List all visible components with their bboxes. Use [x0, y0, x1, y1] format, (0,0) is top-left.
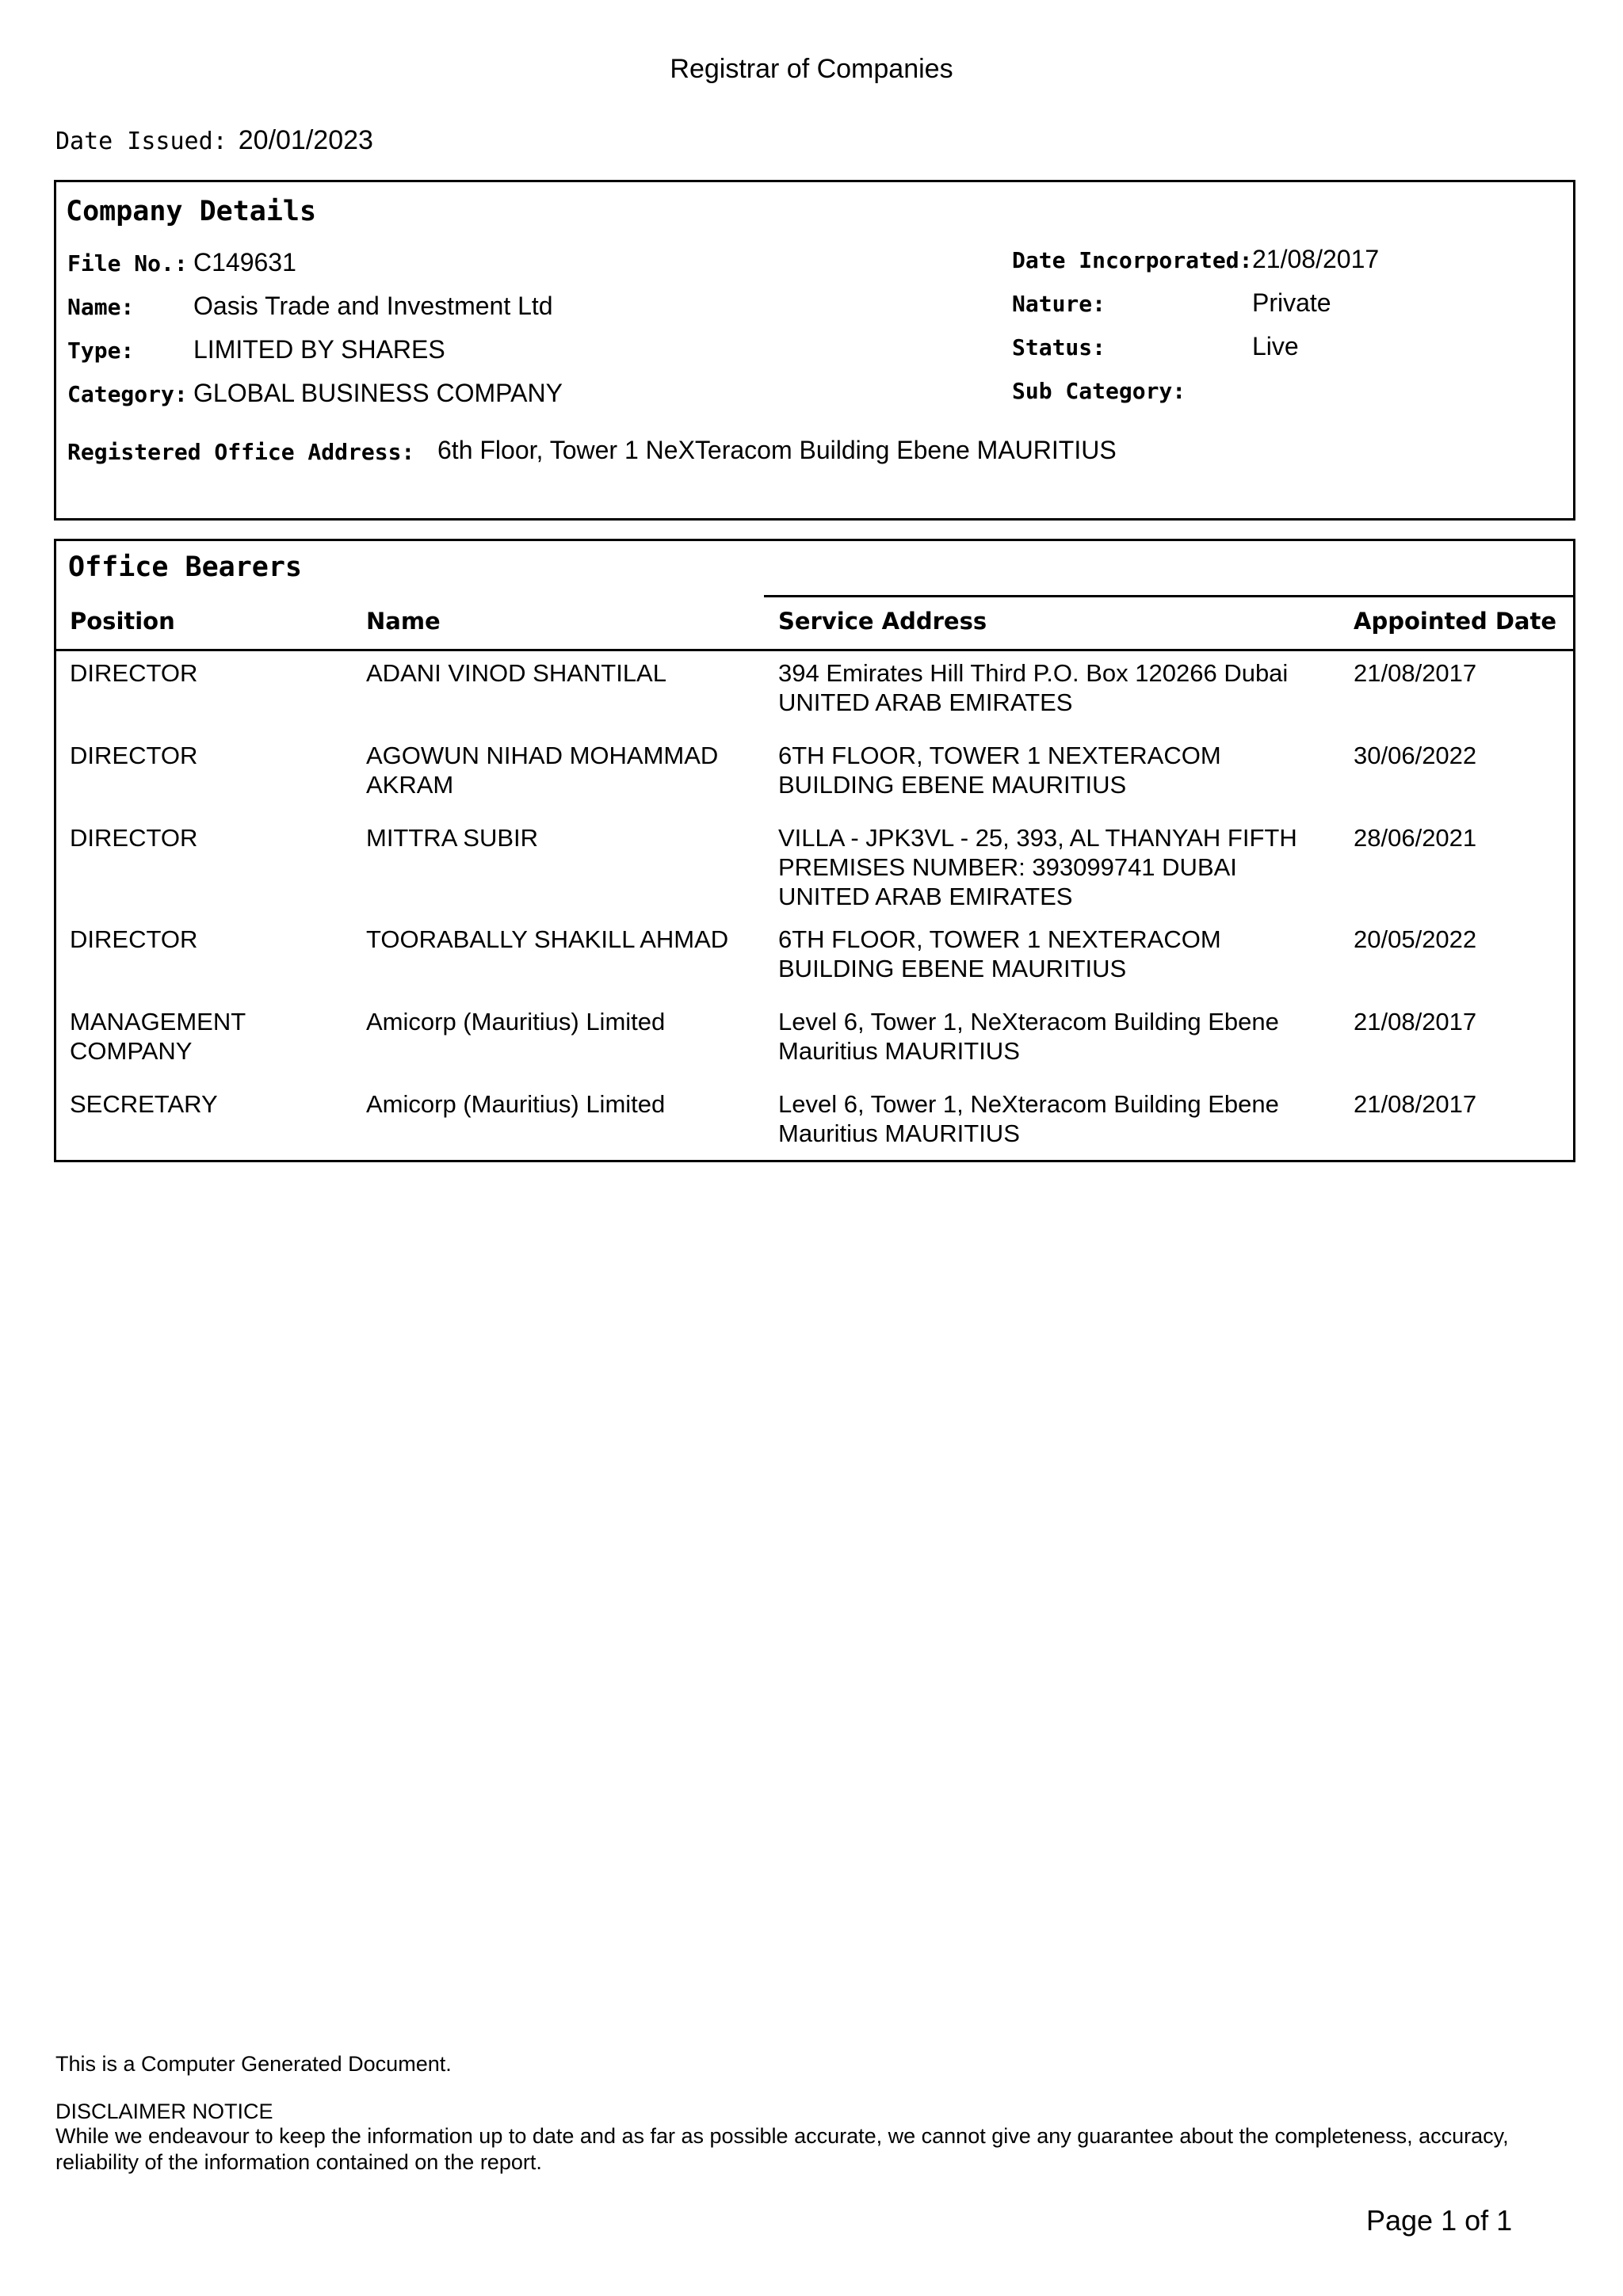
file-no-value: C149631: [193, 248, 296, 277]
disclaimer-title: DISCLAIMER NOTICE: [55, 2100, 273, 2123]
company-type-label: Type:: [67, 338, 135, 364]
address-cell: 6TH FLOOR, TOWER 1 NEXTERACOM BUILDING EBENE MAURITIUS: [778, 742, 1221, 799]
name-cell: Amicorp (Mauritius) Limited: [366, 1090, 666, 1118]
company-name-value: Oasis Trade and Investment Ltd: [193, 292, 553, 320]
address-cell: VILLA - JPK3VL - 25, 393, AL THANYAH FIFTH PREMISES NUMBER: 393099741 DUBAI UNITED ARAB EMIRATES: [778, 824, 1297, 910]
date-cell: 28/06/2021: [1354, 824, 1477, 852]
name-cell: AGOWUN NIHAD MOHAMMAD AKRAM: [366, 742, 719, 799]
office-bearers-title: Office Bearers: [68, 551, 303, 583]
name-cell: TOORABALLY SHAKILL AHMAD: [366, 925, 729, 953]
position-cell: DIRECTOR: [70, 742, 198, 769]
date-cell: 21/08/2017: [1354, 659, 1477, 687]
company-type-value: LIMITED BY SHARES: [193, 335, 445, 364]
date-cell: 30/06/2022: [1354, 742, 1477, 769]
name-cell: MITTRA SUBIR: [366, 824, 539, 852]
status-value: Live: [1252, 332, 1299, 360]
date-cell: 21/08/2017: [1354, 1008, 1477, 1035]
name-cell: ADANI VINOD SHANTILAL: [366, 659, 666, 687]
company-details-section: [54, 180, 1575, 521]
disclaimer-text: While we endeavour to keep the information up to date and as far as possible accurate, we cannot give any guarantee about the completeness, accuracy, reliability of the information contained on the report.: [55, 2124, 1509, 2174]
registered-office-value: 6th Floor, Tower 1 NeXTeracom Building Ebene MAURITIUS: [437, 436, 1117, 464]
company-name-label: Name:: [67, 294, 135, 320]
column-header-rule: [56, 649, 1573, 651]
address-cell: Level 6, Tower 1, NeXteracom Building Ebene Mauritius MAURITIUS: [778, 1090, 1279, 1147]
address-cell: 394 Emirates Hill Third P.O. Box 120266 Dubai UNITED ARAB EMIRATES: [778, 659, 1289, 716]
date-cell: 20/05/2022: [1354, 925, 1477, 953]
date-issued-value: 20/01/2023: [238, 125, 373, 155]
date-issued: [55, 125, 373, 156]
col-header-name: Name: [366, 608, 441, 635]
category-label: Category:: [67, 381, 188, 407]
status-label: Status:: [1012, 334, 1106, 360]
page-number: Page 1 of 1: [1366, 2204, 1513, 2237]
nature-label: Nature:: [1012, 291, 1106, 317]
file-no-label: File No.:: [67, 250, 188, 277]
sub-category-label: Sub Category:: [1012, 378, 1186, 404]
position-cell: DIRECTOR: [70, 824, 198, 852]
category-value: GLOBAL BUSINESS COMPANY: [193, 379, 563, 407]
position-cell: DIRECTOR: [70, 925, 198, 953]
col-header-position: Position: [70, 608, 175, 635]
position-cell: DIRECTOR: [70, 659, 198, 687]
date-incorporated-value: 21/08/2017: [1252, 245, 1380, 273]
company-details-title: Company Details: [66, 196, 317, 227]
registered-office-label: Registered Office Address:: [67, 439, 415, 465]
date-cell: 21/08/2017: [1354, 1090, 1477, 1118]
nature-value: Private: [1252, 288, 1331, 317]
address-cell: 6TH FLOOR, TOWER 1 NEXTERACOM BUILDING EBENE MAURITIUS: [778, 925, 1221, 982]
document-title: Registrar of Companies: [670, 54, 953, 84]
address-cell: Level 6, Tower 1, NeXteracom Building Ebene Mauritius MAURITIUS: [778, 1008, 1279, 1065]
col-header-appointed-date: Appointed Date: [1354, 608, 1557, 635]
col-header-service-address: Service Address: [778, 608, 987, 635]
name-cell: Amicorp (Mauritius) Limited: [366, 1008, 666, 1035]
position-cell: SECRETARY: [70, 1090, 218, 1118]
position-cell: MANAGEMENT COMPANY: [70, 1008, 246, 1065]
date-incorporated-label: Date Incorporated:: [1012, 247, 1253, 273]
header-rule: [764, 595, 1575, 597]
computer-generated-note: This is a Computer Generated Document.: [55, 2052, 452, 2076]
date-issued-label: Date Issued:: [55, 128, 227, 155]
office-bearers-section: [54, 539, 1575, 1162]
